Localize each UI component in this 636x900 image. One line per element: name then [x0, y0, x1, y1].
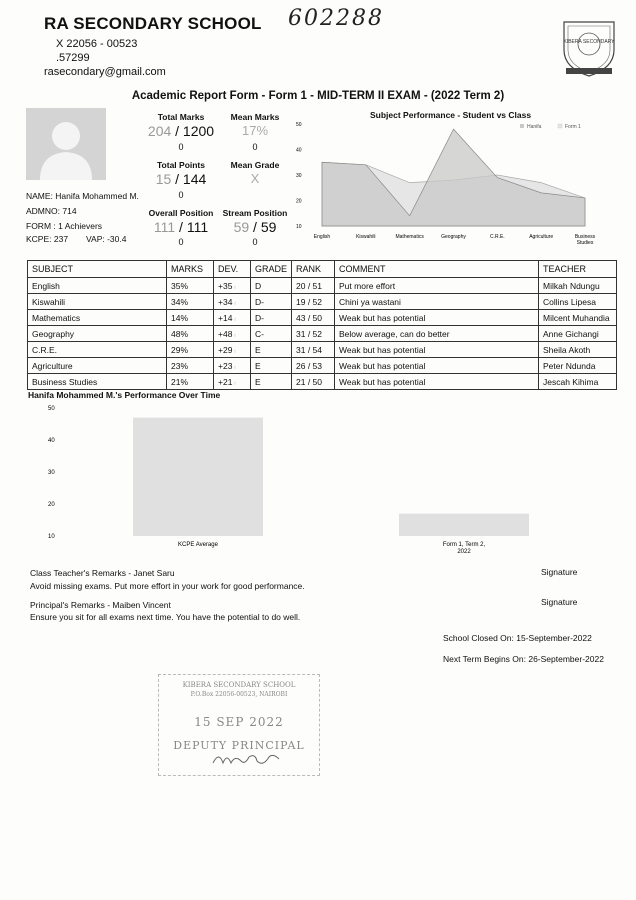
- principal-remarks-label: Principal's Remarks - Maiben Vincent: [30, 600, 171, 610]
- cell-marks-text: 35%: [171, 280, 189, 291]
- cell-rank: [292, 278, 335, 294]
- cell-marks-text: 23%: [171, 360, 189, 371]
- cell-comment: [335, 374, 539, 390]
- deputy-principal-stamp: [158, 674, 320, 776]
- school-name: RA SECONDARY SCHOOL: [44, 14, 262, 33]
- cell-subject-text: C.R.E.: [32, 344, 58, 355]
- cell-grade-text: D-: [255, 296, 264, 307]
- cell-teacher-text: Sheila Akoth: [543, 344, 591, 355]
- x-tick-label: English: [313, 234, 331, 240]
- cell-dev: [214, 294, 251, 310]
- y-tick-label: 40: [48, 438, 55, 444]
- x-tick-label: Agriculture: [529, 234, 554, 240]
- cell-dev: [214, 374, 251, 390]
- stamp-school-line: KIBERA SECONDARY SCHOOL: [182, 681, 296, 689]
- table-row: [28, 358, 617, 374]
- x-tick-label: Business Studies: [574, 234, 596, 246]
- header-marks: MARKS: [167, 261, 214, 278]
- cell-subject-text: Business Studies: [32, 376, 98, 387]
- performance-bar: [399, 514, 529, 536]
- cell-grade-text: C-: [255, 328, 264, 339]
- x-tick-label: Geography: [441, 234, 466, 240]
- cell-subject: [28, 342, 167, 358]
- y-tick-label: 50: [296, 122, 302, 128]
- cell-subject-text: Geography: [32, 328, 75, 339]
- cell-grade-text: E: [255, 360, 261, 371]
- table-row: [28, 310, 617, 326]
- cell-marks: [167, 374, 214, 390]
- cell-comment-text: Weak but has potential: [339, 360, 426, 371]
- cell-rank: [292, 374, 335, 390]
- cell-comment-text: Put more effort: [339, 280, 396, 291]
- subject-results-table: [27, 260, 617, 390]
- y-tick-label: 10: [48, 534, 55, 540]
- cell-grade: [251, 374, 292, 390]
- overall-position-value: 111 / 111: [153, 219, 209, 235]
- cell-subject-text: English: [32, 280, 60, 291]
- bar-category-label: KCPE Average: [178, 542, 218, 548]
- cell-grade: [251, 294, 292, 310]
- cell-grade: [251, 342, 292, 358]
- y-tick-label: 30: [48, 470, 55, 476]
- legend-class-swatch: [558, 124, 562, 128]
- cell-subject: [28, 358, 167, 374]
- performance-over-time-chart: [30, 400, 590, 560]
- cell-comment: [335, 358, 539, 374]
- mean-marks-value: 17%: [241, 123, 269, 138]
- deviation-up-icon: ↑: [232, 284, 237, 291]
- cell-subject: [28, 326, 167, 342]
- table-row: [28, 326, 617, 342]
- cell-rank: [292, 310, 335, 326]
- cell-rank-text: 31 / 52: [296, 328, 323, 339]
- mean-grade-label: Mean Grade: [230, 160, 280, 170]
- overall-position-sub: 0: [178, 237, 184, 247]
- total-points-label: Total Points: [156, 160, 205, 170]
- student-form: FORM : 1 Achievers: [26, 221, 103, 231]
- class-teacher-remarks-label: Class Teacher's Remarks - Janet Saru: [30, 568, 175, 578]
- school-address: X 22056 - 00523: [56, 38, 138, 50]
- cell-teacher-text: Milcent Muhandia: [543, 312, 610, 323]
- cell-grade: [251, 310, 292, 326]
- header-comment: COMMENT: [335, 261, 539, 278]
- school-phone: .57299: [56, 52, 90, 64]
- total-points-sub: 0: [178, 190, 184, 200]
- cell-rank: [292, 326, 335, 342]
- cell-teacher: [539, 358, 617, 374]
- cell-rank-text: 19 / 52: [296, 296, 323, 307]
- cell-comment: [335, 310, 539, 326]
- cell-marks: [167, 294, 214, 310]
- x-tick-label: C.R.E.: [489, 234, 505, 240]
- subject-performance-chart: [290, 118, 610, 250]
- deviation-up-icon: ↑: [232, 332, 237, 339]
- y-tick-label: 50: [48, 406, 55, 412]
- cell-rank: [292, 294, 335, 310]
- cell-comment: [335, 278, 539, 294]
- header-teacher: TEACHER: [539, 261, 617, 278]
- report-title: Academic Report Form - Form 1 - MID-TERM II EXAM - (2022 Term 2): [131, 90, 505, 102]
- cell-dev-text: +29: [218, 344, 233, 355]
- total-marks-value: 204 / 1200: [147, 123, 215, 139]
- cell-teacher-text: Peter Ndunda: [543, 360, 596, 371]
- avatar-silhouette-icon: [26, 108, 106, 180]
- cell-rank: [292, 358, 335, 374]
- cell-teacher: [539, 294, 617, 310]
- cell-subject: [28, 310, 167, 326]
- y-tick-label: 10: [296, 224, 302, 230]
- cell-comment-text: Weak but has potential: [339, 344, 426, 355]
- student-area: [322, 129, 585, 226]
- cell-marks-text: 29%: [171, 344, 189, 355]
- legend-student-swatch: [520, 124, 524, 128]
- legend-class-label: Form 1: [565, 124, 581, 130]
- stamp-address-line: P.O.Box 22056-00523, NAIROBI: [190, 691, 288, 698]
- deviation-up-icon: ↑: [232, 364, 237, 371]
- handwritten-signature: [211, 749, 281, 771]
- principal-signature-label: Signature: [541, 597, 578, 607]
- deviation-up-icon: ↑: [232, 316, 237, 323]
- legend-student-label: Hanifa: [527, 124, 542, 130]
- cell-dev-text: +14: [218, 312, 233, 323]
- cell-dev-text: +23: [218, 360, 233, 371]
- mean-marks-sub: 0: [252, 142, 258, 152]
- header-subject: SUBJECT: [28, 261, 167, 278]
- cell-marks: [167, 278, 214, 294]
- cell-grade-text: D-: [255, 312, 264, 323]
- stamp-title: DEPUTY PRINCIPAL: [173, 739, 305, 752]
- cell-comment-text: Chini ya wastani: [339, 296, 401, 307]
- cell-rank-text: 43 / 50: [296, 312, 323, 323]
- cell-teacher-text: Anne Gichangi: [543, 328, 599, 339]
- cell-comment: [335, 342, 539, 358]
- cell-subject: [28, 278, 167, 294]
- cell-rank-text: 21 / 50: [296, 376, 323, 387]
- total-marks-label: Total Marks: [157, 112, 205, 122]
- student-name: NAME: Hanifa Mohammed M.: [26, 191, 139, 201]
- cell-grade-text: D: [255, 280, 262, 291]
- overall-position-label: Overall Position: [148, 208, 214, 218]
- table-row: [28, 374, 617, 390]
- student-photo: [26, 108, 106, 180]
- next-term-date: Next Term Begins On: 26-September-2022: [443, 654, 604, 664]
- student-kcpe: KCPE: 237: [26, 234, 69, 244]
- header-rank: RANK: [292, 261, 335, 278]
- school-email: rasecondary@gmail.com: [44, 66, 166, 78]
- cell-comment-text: Weak but has potential: [339, 376, 426, 387]
- cell-teacher: [539, 326, 617, 342]
- cell-grade-text: E: [255, 344, 261, 355]
- header-dev: DEV.: [214, 261, 251, 278]
- deviation-up-icon: ↑: [232, 380, 237, 387]
- class-teacher-signature-label: Signature: [541, 567, 578, 577]
- cell-marks-text: 21%: [171, 376, 189, 387]
- total-points-value: 15 / 144: [155, 171, 207, 187]
- table-row: [28, 342, 617, 358]
- x-tick-label: Mathematics: [395, 234, 424, 240]
- performance-over-time-title: Hanifa Mohammed M.'s Performance Over Time: [28, 390, 221, 400]
- cell-teacher: [539, 310, 617, 326]
- cell-comment-text: Weak but has potential: [339, 312, 426, 323]
- stream-position-sub: 0: [252, 237, 258, 247]
- cell-marks-text: 34%: [171, 296, 189, 307]
- performance-bar: [133, 418, 263, 536]
- cell-subject-text: Agriculture: [32, 360, 73, 371]
- cell-grade: [251, 326, 292, 342]
- deviation-up-icon: ↑: [232, 300, 237, 307]
- student-admno: ADMNO: 714: [26, 206, 77, 216]
- cell-rank-text: 31 / 54: [296, 344, 323, 355]
- cell-marks: [167, 342, 214, 358]
- cell-dev-text: +48: [218, 328, 233, 339]
- cell-dev-text: +21: [218, 376, 233, 387]
- cell-subject-text: Kiswahili: [32, 296, 66, 307]
- school-crest-logo: [560, 16, 618, 78]
- subject-chart-title: Subject Performance - Student vs Class: [370, 110, 532, 120]
- y-tick-label: 20: [296, 198, 302, 205]
- x-tick-label: Kiswahili: [356, 234, 376, 240]
- y-tick-label: 20: [48, 502, 55, 508]
- header-grade: GRADE: [251, 261, 292, 278]
- cell-comment-text: Below average, can do better: [339, 328, 450, 339]
- mean-grade-value: X: [250, 171, 260, 186]
- stream-position-label: Stream Position: [222, 208, 288, 218]
- cell-dev: [214, 342, 251, 358]
- cell-rank-text: 20 / 51: [296, 280, 323, 291]
- cell-dev-text: +35: [218, 280, 233, 291]
- cell-rank-text: 26 / 53: [296, 360, 323, 371]
- stamp-date: 15 SEP 2022: [194, 715, 284, 729]
- table-header-row: [28, 261, 617, 278]
- cell-subject: [28, 374, 167, 390]
- cell-subject: [28, 294, 167, 310]
- cell-teacher-text: Jescah Kihima: [543, 376, 599, 387]
- total-marks-sub: 0: [178, 142, 184, 152]
- cell-comment: [335, 294, 539, 310]
- handwritten-number: 602288: [288, 6, 384, 31]
- class-teacher-remarks-text: Avoid missing exams. Put more effort in your work for good performance.: [30, 581, 305, 591]
- cell-marks: [167, 326, 214, 342]
- cell-marks: [167, 310, 214, 326]
- table-row: [28, 278, 617, 294]
- cell-dev: [214, 278, 251, 294]
- mean-marks-label: Mean Marks: [230, 112, 280, 122]
- deviation-up-icon: ↑: [232, 348, 237, 355]
- y-tick-label: 30: [296, 173, 302, 179]
- cell-marks: [167, 358, 214, 374]
- cell-comment: [335, 326, 539, 342]
- cell-marks-text: 48%: [171, 328, 189, 339]
- cell-teacher-text: Milkah Ndungu: [543, 280, 600, 291]
- crest-text: KIBERA SECONDARY: [563, 39, 615, 45]
- cell-rank: [292, 342, 335, 358]
- cell-dev-text: +34: [218, 296, 233, 307]
- student-vap: VAP: -30.4: [86, 234, 127, 244]
- cell-dev: [214, 358, 251, 374]
- cell-teacher-text: Collins Lipesa: [543, 296, 596, 307]
- cell-dev: [214, 326, 251, 342]
- cell-dev: [214, 310, 251, 326]
- cell-teacher: [539, 342, 617, 358]
- cell-marks-text: 14%: [171, 312, 189, 323]
- y-tick-label: 40: [296, 147, 302, 154]
- cell-grade: [251, 278, 292, 294]
- cell-subject-text: Mathematics: [32, 312, 81, 323]
- cell-grade-text: E: [255, 376, 261, 387]
- school-closed-date: School Closed On: 15-September-2022: [443, 633, 592, 643]
- table-row: [28, 294, 617, 310]
- cell-teacher: [539, 374, 617, 390]
- cell-grade: [251, 358, 292, 374]
- bar-category-label: Form 1, Term 2, 2022: [442, 542, 486, 555]
- stream-position-value: 59 / 59: [233, 219, 277, 235]
- cell-teacher: [539, 278, 617, 294]
- principal-remarks-text: Ensure you sit for all exams next time. You have the potential to do well.: [30, 612, 301, 622]
